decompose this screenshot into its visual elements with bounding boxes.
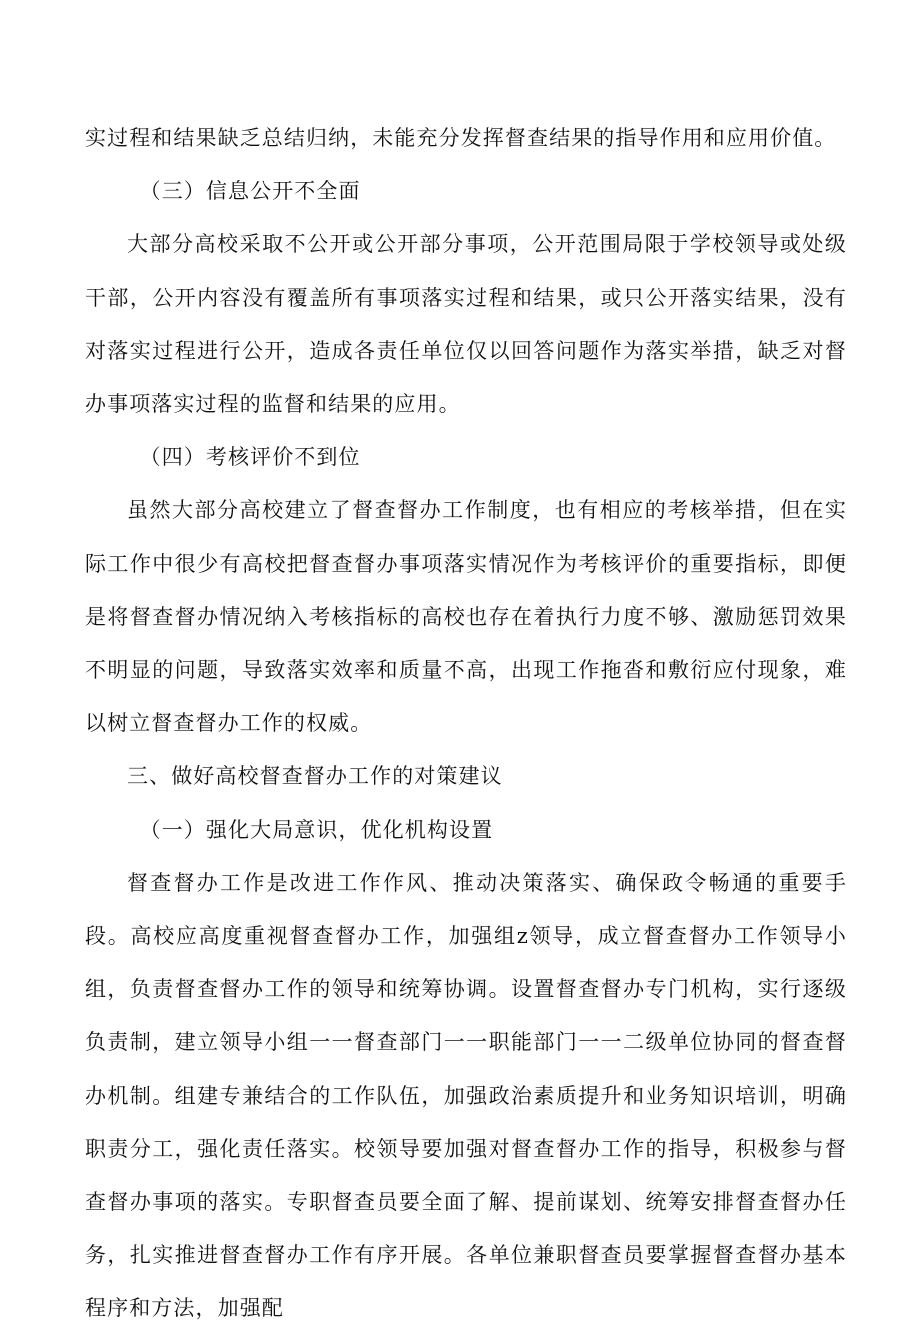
paragraph-organization: 督查督办工作是改进工作作风、推动决策落实、确保政令畅通的重要手段。高校应高度重视督查督办工作，加强组z领导，成立督查督办工作领导小组，负责督查督办工作的领导和统筹协调。设置督查督办专门机构，实行逐级负责制，建立领导小组一一督查部门一一职能部门一一二级单位协同的督查督办机制。组建专兼结合的工作队伍，加强政治素质提升和业务知识培训，明确职责分工，强化责任落实。校领导要加强对督查督办工作的指导，积极参与督查督办事项的落实。专职督查员要全面了解、提前谋划、统筹安排督查督办任务，扎实推进督查督办工作有序开展。各单位兼职督查员要掌握督查督办基本程序和方法，加强配	[85, 870, 847, 1321]
section-heading-1: （一）强化大局意识，优化机构设置	[139, 817, 494, 842]
paragraph-assessment: 虽然大部分高校建立了督查督办工作制度，也有相应的考核举措，但在实际工作中很少有高校把督查督办事项落实情况作为考核评价的重要指标，即便是将督查督办情况纳入考核指标的高校也存在着执行力度不够、激励惩罚效果不明显的问题，导致落实效率和质量不高，出现工作拖沓和敷衍应付现象，难以树立督查督办工作的权威。	[85, 498, 847, 736]
paragraph-info-disclosure: 大部分高校采取不公开或公开部分事项，公开范围局限于学校领导或处级干部，公开内容没有覆盖所有事项落实过程和结果，或只公开落实结果，没有对落实过程进行公开，造成各责任单位仅以回答问题作为落实举措，缺乏对督办事项落实过程的监督和结果的应用。	[85, 232, 847, 417]
document-body	[85, 112, 847, 1336]
chapter-heading-3: 三、做好高校督查督办工作的对策建议	[127, 764, 503, 789]
section-heading-4: （四）考核评价不到位	[139, 445, 361, 470]
paragraph-continuation: 实过程和结果缺乏总结归纳，未能充分发挥督查结果的指导作用和应用价值。	[85, 126, 837, 150]
section-heading-3: （三）信息公开不全面	[139, 179, 361, 204]
